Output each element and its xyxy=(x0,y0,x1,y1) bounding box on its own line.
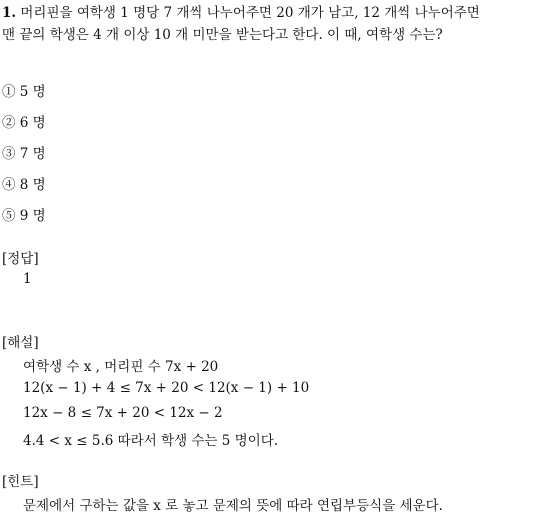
choice-marker: ④ xyxy=(2,177,16,193)
hint-label: [힌트] xyxy=(2,474,39,490)
explanation-line: 12(x − 1) + 4 ≤ 7x + 20 < 12(x − 1) + 10 xyxy=(23,380,310,396)
choice-text: 6 명 xyxy=(19,115,46,131)
explanation-label: [해설] xyxy=(2,335,39,351)
choice-1[interactable] xyxy=(2,80,46,100)
choice-text: 5 명 xyxy=(19,84,46,100)
choice-text: 9 명 xyxy=(19,208,46,224)
question-number: 1. xyxy=(2,5,17,21)
question-line-1 xyxy=(2,1,480,21)
answer-value: 1 xyxy=(23,271,32,287)
explanation-line: 4.4 < x ≤ 5.6 따라서 학생 수는 5 명이다. xyxy=(23,433,279,449)
choice-4[interactable] xyxy=(2,173,46,193)
choice-marker: ⑤ xyxy=(2,208,16,224)
explanation-line: 12x − 8 ≤ 7x + 20 < 12x − 2 xyxy=(23,405,223,421)
choice-text: 8 명 xyxy=(19,177,46,193)
choice-2[interactable] xyxy=(2,111,46,131)
hint-text: 문제에서 구하는 값을 x 로 놓고 문제의 뜻에 따라 연립부등식을 세운다. xyxy=(23,498,443,514)
choice-5[interactable] xyxy=(2,204,46,224)
choice-3[interactable] xyxy=(2,142,46,162)
question-text-1: 머리핀을 여학생 1 명당 7 개씩 나누어주면 20 개가 남고, 12 개씩 나누어주면 xyxy=(20,5,480,21)
choice-marker: ① xyxy=(2,84,16,100)
answer-label: [정답] xyxy=(2,251,39,267)
choice-marker: ② xyxy=(2,115,16,131)
choice-text: 7 명 xyxy=(19,146,46,162)
choice-marker: ③ xyxy=(2,146,16,162)
explanation-line: 여학생 수 x , 머리핀 수 7x + 20 xyxy=(23,359,219,375)
question-text-2: 맨 끝의 학생은 4 개 이상 10 개 미만을 받는다고 한다. 이 때, 여학생 수는? xyxy=(2,27,443,43)
